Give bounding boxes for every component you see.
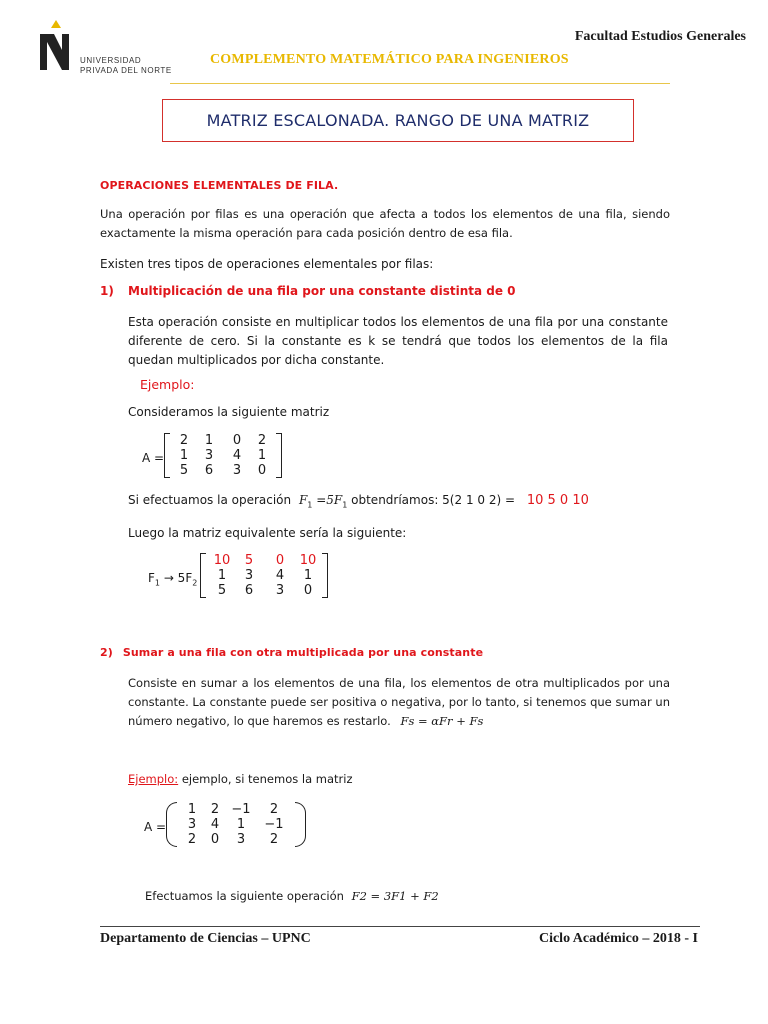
matrix-cell: 0: [210, 832, 220, 847]
op1-result-label-sub2: 2: [192, 578, 198, 588]
op1-description: Esta operación consiste en multiplicar todos los elementos de una fila por una constante diferente de cero. Si la constante es k se tendrá que todos los elementos de la fila quedan multiplicados por dicha constante.: [128, 315, 668, 367]
op1-operation-lhs: F: [298, 493, 308, 507]
op1-result-label-main: F: [148, 571, 155, 585]
op2-description-block: [128, 674, 670, 731]
op1-operation-eq: =5F: [316, 493, 343, 507]
matrix-cell: −1: [231, 802, 251, 817]
op1-heading: [100, 284, 516, 298]
op1-equivalent: Luego la matriz equivalente sería la siguiente:: [128, 526, 407, 540]
matrix-cell: 2: [187, 832, 197, 847]
matrix-cell: 3: [187, 817, 197, 832]
op1-result-matrix: [200, 553, 328, 598]
university-name-line2: PRIVADA DEL NORTE: [80, 66, 172, 75]
header-divider: [170, 83, 670, 84]
op2-heading: [100, 646, 483, 659]
matrix-cell: 2: [179, 433, 189, 448]
matrix-cell: 5: [179, 463, 189, 478]
op1-matrix-label: A =: [142, 451, 165, 465]
op1-operation-sub1: 1: [307, 500, 313, 510]
op2-formula: Fs = αFr + Fs: [400, 714, 484, 728]
matrix-cell: 4: [210, 817, 220, 832]
op2-matrix-label: A =: [144, 820, 167, 834]
document-title-box: [162, 99, 634, 142]
op2-matrix-grid: [177, 802, 295, 847]
op1-operation-mid: obtendríamos: 5(2 1 0 2) =: [351, 493, 516, 507]
op1-result-label-arrow: → 5F: [160, 571, 193, 585]
op1-title: Multiplicación de una fila por una constante distinta de 0: [128, 284, 516, 298]
intro-paragraph: Una operación por filas es una operación que afecta a todos los elementos de una fila, siendo exactamente la misma operación para cada posición dentro de esa fila.: [100, 207, 670, 240]
matrix-cell: 0: [275, 553, 285, 568]
university-logo: [38, 18, 188, 78]
matrix-cell: 5: [217, 583, 227, 598]
section-heading: OPERACIONES ELEMENTALES DE FILA.: [100, 179, 339, 192]
matrix-cell: 3: [244, 568, 254, 583]
matrix-cell: 1: [236, 817, 246, 832]
op2-example-label: Ejemplo:: [128, 772, 179, 786]
matrix-cell: 5: [244, 553, 254, 568]
op2-example-line: [128, 772, 353, 786]
matrix-cell: 2: [269, 802, 279, 817]
course-title: COMPLEMENTO MATEMÁTICO PARA INGENIEROS: [210, 52, 569, 67]
op1-number: 1): [100, 284, 114, 298]
matrix-cell: 1: [179, 448, 189, 463]
op2-operation-line: [145, 889, 439, 903]
op2-operation-text: Efectuamos la siguiente operación: [145, 889, 344, 903]
faculty-name: Facultad Estudios Generales: [574, 29, 746, 44]
matrix-cell: 10: [213, 553, 231, 568]
matrix-cell: 3: [204, 448, 214, 463]
matrix-cell: −1: [264, 817, 284, 832]
op1-operation-result: 10 5 0 10: [526, 493, 589, 508]
op2-title: Sumar a una fila con otra multiplicada por una constante: [122, 646, 484, 659]
matrix-cell: 4: [232, 448, 242, 463]
left-paren: [166, 802, 177, 847]
op1-operation-sub2: 1: [342, 500, 348, 510]
op2-matrix: [166, 802, 306, 847]
matrix-cell: 2: [257, 433, 267, 448]
footer-left: Departamento de Ciencias – UPNC: [100, 931, 311, 946]
document-title: MATRIZ ESCALONADA. RANGO DE UNA MATRIZ: [206, 111, 590, 130]
matrix-cell: 6: [204, 463, 214, 478]
matrix-cell: 1: [187, 802, 197, 817]
op2-number: 2): [100, 646, 113, 659]
matrix-cell: 6: [244, 583, 254, 598]
right-bracket: [276, 433, 282, 478]
matrix-cell: 3: [236, 832, 246, 847]
op1-operation-line: [128, 493, 589, 509]
matrix-cell: 1: [217, 568, 227, 583]
matrix-cell: 3: [275, 583, 285, 598]
university-name-line1: UNIVERSIDAD: [80, 56, 142, 65]
op1-matrix: [164, 433, 282, 478]
matrix-cell: 2: [269, 832, 279, 847]
op2-operation-formula: F2 = 3F1 + F2: [351, 889, 439, 903]
footer-divider: [100, 926, 700, 927]
matrix-cell: 1: [303, 568, 313, 583]
matrix-cell: 10: [299, 553, 317, 568]
right-paren: [295, 802, 306, 847]
op2-example-text: ejemplo, si tenemos la matriz: [181, 772, 353, 786]
op1-operation-prefix: Si efectuamos la operación: [128, 493, 292, 507]
op1-result-matrix-grid: [206, 553, 322, 598]
types-line: Existen tres tipos de operaciones elementales por filas:: [100, 257, 434, 271]
op1-matrix-grid: [170, 433, 276, 478]
upn-logo-icon: [38, 18, 76, 74]
matrix-cell: 0: [303, 583, 313, 598]
matrix-cell: 0: [232, 433, 242, 448]
matrix-cell: 0: [257, 463, 267, 478]
op2-description: Consiste en sumar a los elementos de una fila, los elementos de otra multiplicados por una constante. La constante puede ser positiva o negativa, por lo tanto, si tenemos que sumar un número negativo, lo que haremos es restarlo.: [128, 676, 670, 728]
op1-result-label-sub1: 1: [154, 578, 160, 588]
op1-example-label: Ejemplo:: [140, 377, 195, 392]
right-bracket: [322, 553, 328, 598]
op1-result-label: [148, 571, 197, 587]
matrix-cell: 3: [232, 463, 242, 478]
matrix-cell: 1: [257, 448, 267, 463]
footer-right: Ciclo Académico – 2018 - I: [538, 931, 698, 946]
matrix-cell: 2: [210, 802, 220, 817]
matrix-cell: 1: [204, 433, 214, 448]
matrix-cell: 4: [275, 568, 285, 583]
op1-consider: Consideramos la siguiente matriz: [128, 405, 330, 419]
